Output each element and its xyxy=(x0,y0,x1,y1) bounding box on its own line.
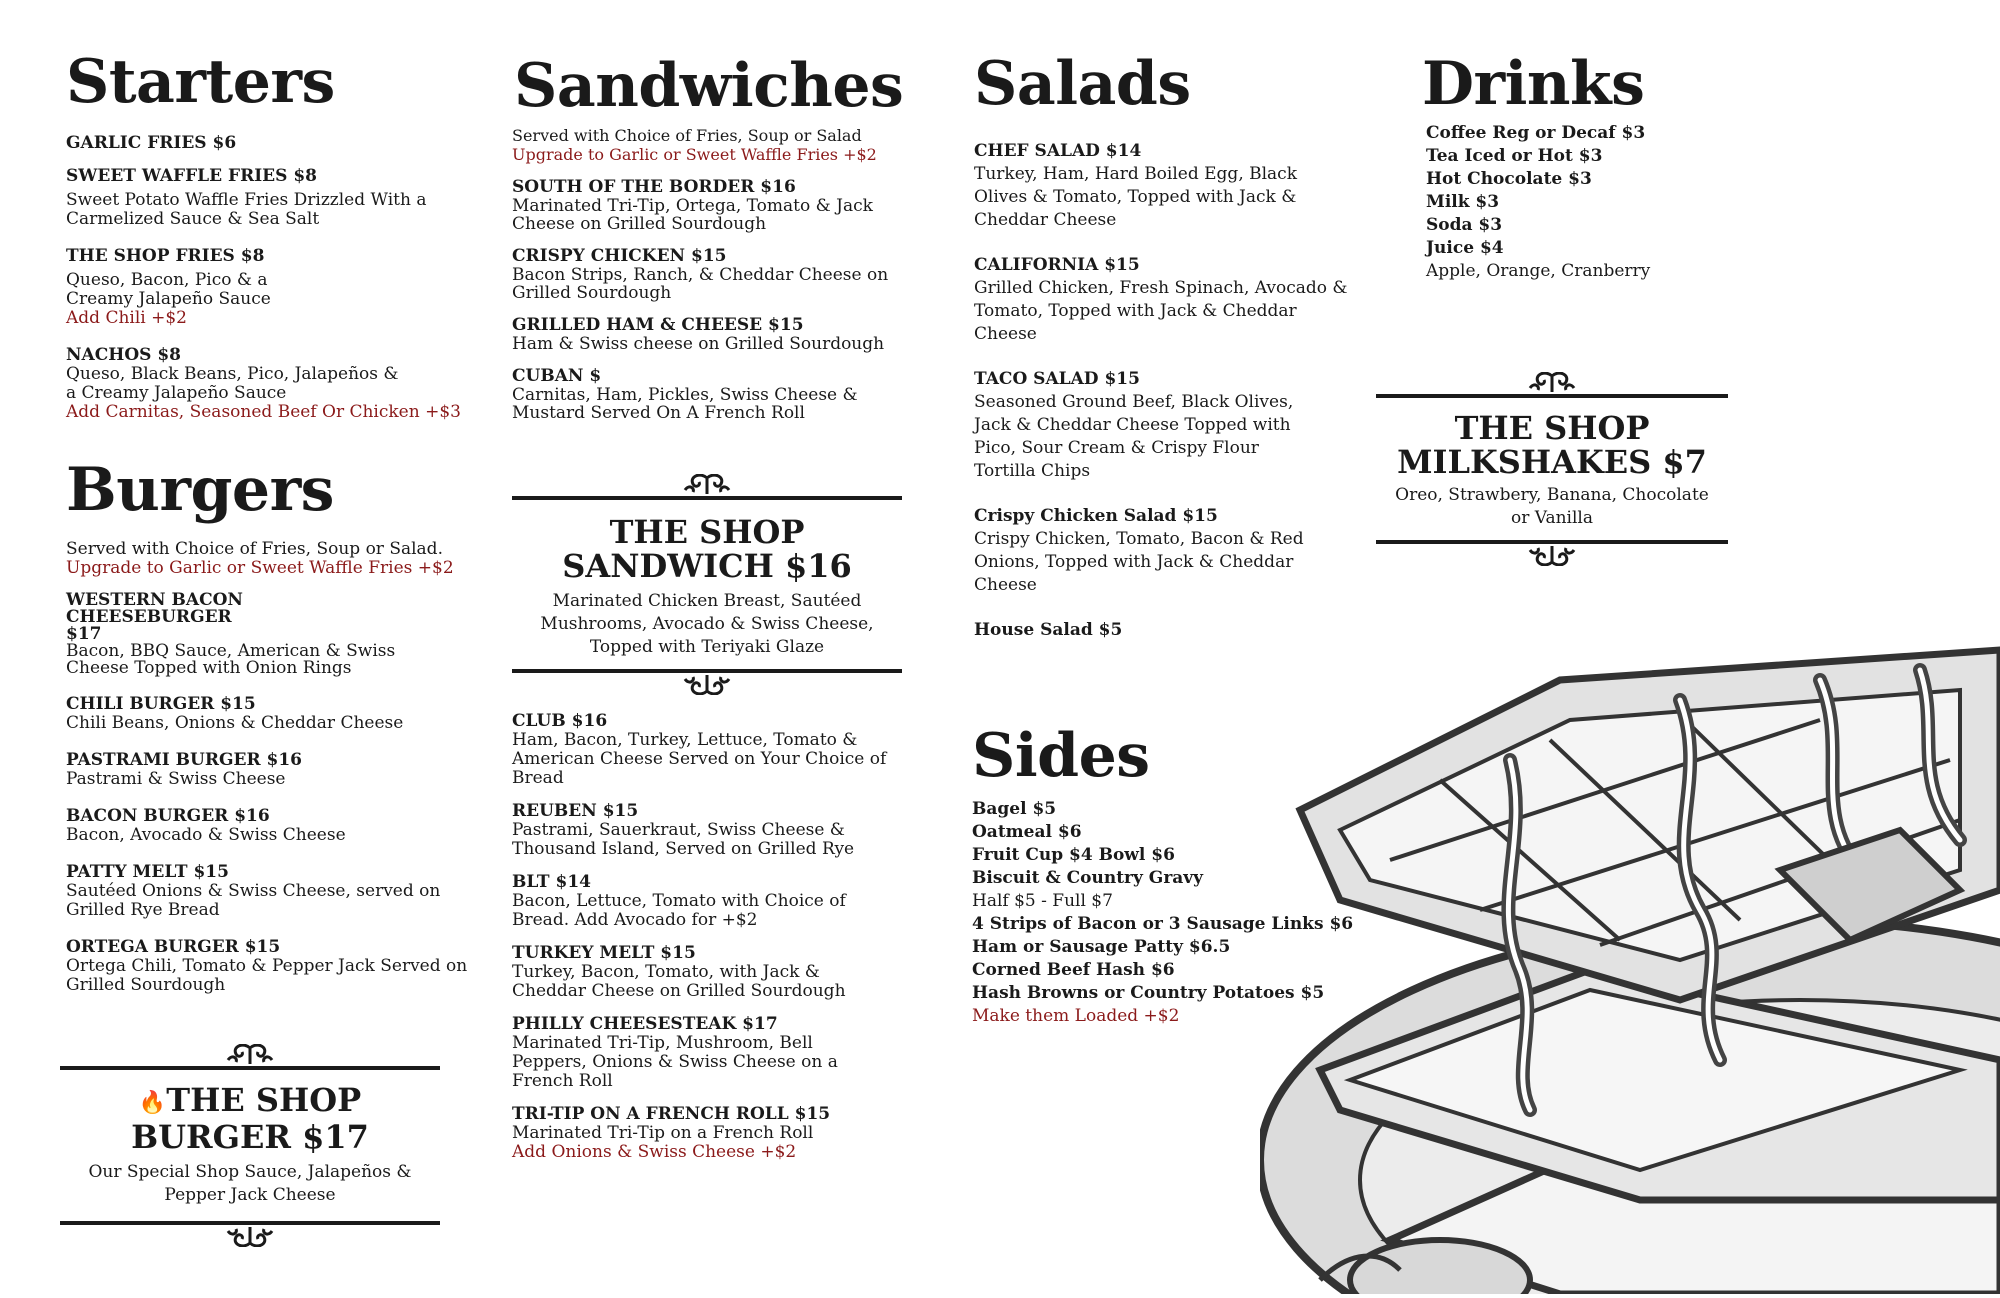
sandwiches-note: Served with Choice of Fries, Soup or Salad xyxy=(512,126,862,145)
item-description: Seasoned Ground Beef, Black Olives, Jack & Cheddar Cheese Topped with Pico, Sour Cream & Crispy Flour Tortilla Chips xyxy=(974,392,1294,481)
feature-title-line2: BURGER $17 xyxy=(131,1117,369,1156)
item-name: House Salad $5 xyxy=(974,620,1123,640)
list-item: Coffee Reg or Decaf $3 xyxy=(1426,123,1646,143)
item-name: CLUB $16 xyxy=(512,711,608,731)
item-name: CUBAN $ xyxy=(512,366,602,386)
list-item: Soda $3 xyxy=(1426,215,1503,235)
feature-description: Oreo, Strawbery, Banana, Chocolate or Vanilla xyxy=(1395,485,1709,528)
waffle-stack-illustration xyxy=(1260,640,2000,1294)
item-description: Sweet Potato Waffle Fries Drizzled With a Carmelized Sauce & Sea Salt xyxy=(66,190,427,229)
item-description: Marinated Tri-Tip, Mushroom, Bell Peppers, Onions & Swiss Cheese on a French Roll xyxy=(512,1033,838,1091)
list-item: Hot Chocolate $3 xyxy=(1426,169,1592,189)
item-name: THE SHOP FRIES $8 xyxy=(66,246,265,266)
list-item: Milk $3 xyxy=(1426,192,1500,212)
feature-description: Marinated Chicken Breast, Sautéed Mushrooms, Avocado & Swiss Cheese, Topped with Teriyaki Glaze xyxy=(540,591,874,657)
menu-item xyxy=(512,1015,922,1091)
item-addon: Add Chili +$2 xyxy=(66,308,187,328)
item-description: Turkey, Ham, Hard Boiled Egg, Black Olives & Tomato, Topped with Jack & Cheddar Cheese xyxy=(974,164,1298,230)
item-description: Chili Beans, Onions & Cheddar Cheese xyxy=(66,713,404,733)
menu-item xyxy=(512,712,922,788)
feature-title-line1: THE SHOP xyxy=(609,513,805,551)
item-description: Crispy Chicken, Tomato, Bacon & Red Onions, Topped with Jack & Cheddar Cheese xyxy=(974,529,1304,595)
item-description: Bacon Strips, Ranch, & Cheddar Cheese on Grilled Sourdough xyxy=(512,265,889,303)
flame-icon: 🔥 xyxy=(138,1089,167,1116)
menu-item xyxy=(66,167,466,229)
list-item: Ham or Sausage Patty $6.5 xyxy=(972,937,1231,957)
item-name: CHILI BURGER $15 xyxy=(66,694,256,714)
item-name: PHILLY CHEESESTEAK $17 xyxy=(512,1014,778,1034)
menu-item xyxy=(66,247,466,328)
scroll-ornament-icon xyxy=(512,474,902,496)
item-description: Sautéed Onions & Swiss Cheese, served on Grilled Rye Bread xyxy=(66,881,441,920)
menu-item xyxy=(66,751,476,789)
burgers-heading: Burgers xyxy=(66,455,334,525)
item-name: BLT $14 xyxy=(512,872,591,892)
menu-item xyxy=(512,1105,922,1162)
drinks-heading: Drinks xyxy=(1422,49,1645,119)
item-description: Queso, Black Beans, Pico, Jalapeños & a Creamy Jalapeño Sauce xyxy=(66,364,399,403)
drinks-list xyxy=(1426,122,1766,283)
feature-title-line2: MILKSHAKES $7 xyxy=(1397,443,1707,481)
menu-item xyxy=(512,178,922,233)
item-description: Carnitas, Ham, Pickles, Swiss Cheese & Mustard Served On A French Roll xyxy=(512,385,858,423)
item-name: Crispy Chicken Salad $15 xyxy=(974,506,1218,526)
menu-item xyxy=(974,621,1354,640)
item-description: Queso, Bacon, Pico & a Creamy Jalapeño Sauce xyxy=(66,270,271,309)
salads-list xyxy=(974,142,1354,658)
item-name: SWEET WAFFLE FRIES $8 xyxy=(66,166,317,186)
menu-item xyxy=(974,370,1354,483)
item-name: WESTERN BACON CHEESEBURGER $17 xyxy=(66,590,243,644)
list-item: Oatmeal $6 xyxy=(972,822,1082,842)
item-name: CHEF SALAD $14 xyxy=(974,141,1142,161)
list-item: Fruit Cup $4 Bowl $6 xyxy=(972,845,1175,865)
scroll-ornament-icon xyxy=(1376,544,1728,566)
item-description: Marinated Tri-Tip, Ortega, Tomato & Jack Cheese on Grilled Sourdough xyxy=(512,196,873,234)
item-name: CALIFORNIA $15 xyxy=(974,255,1140,275)
list-item: Apple, Orange, Cranberry xyxy=(1426,261,1651,281)
item-description: Ham, Bacon, Turkey, Lettuce, Tomato & American Cheese Served on Your Choice of Bread xyxy=(512,730,887,788)
feature-title-line1: THE SHOP xyxy=(166,1081,362,1119)
item-name: TRI-TIP ON A FRENCH ROLL $15 xyxy=(512,1104,831,1124)
feature-shop-sandwich xyxy=(512,474,902,695)
item-description: Ham & Swiss cheese on Grilled Sourdough xyxy=(512,334,885,354)
item-description: Bacon, BBQ Sauce, American & Swiss Cheese Topped with Onion Rings xyxy=(66,641,396,678)
item-addon: Add Onions & Swiss Cheese +$2 xyxy=(512,1142,797,1162)
sandwiches-upgrade: Upgrade to Garlic or Sweet Waffle Fries +$2 xyxy=(512,145,877,164)
menu-item xyxy=(66,807,476,845)
item-name: CRISPY CHICKEN $15 xyxy=(512,246,727,266)
feature-description: Our Special Shop Sauce, Jalapeños & Pepper Jack Cheese xyxy=(88,1161,412,1205)
item-name: BACON BURGER $16 xyxy=(66,806,270,826)
menu-item xyxy=(66,346,466,422)
menu-item xyxy=(512,367,922,422)
starters-heading: Starters xyxy=(66,47,335,117)
list-item: Corned Beef Hash $6 xyxy=(972,960,1175,980)
menu-item xyxy=(66,695,476,733)
divider xyxy=(60,1066,440,1070)
item-name: GRILLED HAM & CHEESE $15 xyxy=(512,315,804,335)
list-item: Biscuit & Country Gravy xyxy=(972,868,1204,888)
sandwiches-heading: Sandwiches xyxy=(514,51,904,121)
salads-heading: Salads xyxy=(974,49,1191,119)
menu-item xyxy=(512,316,922,353)
item-description: Marinated Tri-Tip on a French Roll xyxy=(512,1123,814,1143)
item-name: TURKEY MELT $15 xyxy=(512,943,696,963)
sides-heading: Sides xyxy=(972,721,1150,791)
menu-item xyxy=(512,802,922,859)
scroll-ornament-icon xyxy=(1376,372,1728,394)
item-description: Pastrami & Swiss Cheese xyxy=(66,769,286,789)
list-item: Half $5 - Full $7 xyxy=(972,891,1113,911)
item-name: REUBEN $15 xyxy=(512,801,639,821)
burgers-upgrade: Upgrade to Garlic or Sweet Waffle Fries +$2 xyxy=(66,558,454,578)
menu-item xyxy=(66,938,476,995)
scroll-ornament-icon xyxy=(60,1044,440,1066)
menu-item xyxy=(66,592,476,677)
menu-item xyxy=(974,256,1354,346)
list-item: Make them Loaded +$2 xyxy=(972,1006,1180,1026)
item-name: NACHOS $8 xyxy=(66,345,181,365)
item-description: Grilled Chicken, Fresh Spinach, Avocado & Tomato, Topped with Jack & Cheddar Cheese xyxy=(974,278,1348,344)
menu-item xyxy=(66,863,476,920)
feature-shop-milkshakes xyxy=(1376,372,1728,566)
feature-title-line2: SANDWICH $16 xyxy=(562,547,852,585)
divider xyxy=(512,496,902,500)
menu-item xyxy=(512,247,922,302)
item-description: Pastrami, Sauerkraut, Swiss Cheese & Thousand Island, Served on Grilled Rye xyxy=(512,820,855,859)
menu-item xyxy=(512,944,922,1001)
item-description: Bacon, Lettuce, Tomato with Choice of Bread. Add Avocado for +$2 xyxy=(512,891,846,930)
sandwiches-list-top xyxy=(512,126,922,436)
list-item: 4 Strips of Bacon or 3 Sausage Links $6 xyxy=(972,914,1354,934)
menu-item xyxy=(66,134,466,153)
menu-item xyxy=(974,507,1354,597)
menu-item xyxy=(974,142,1354,232)
item-name: PASTRAMI BURGER $16 xyxy=(66,750,302,770)
list-item: Tea Iced or Hot $3 xyxy=(1426,146,1603,166)
feature-shop-burger xyxy=(60,1044,440,1247)
divider xyxy=(1376,394,1728,398)
item-name: TACO SALAD $15 xyxy=(974,369,1140,389)
item-addon: Add Carnitas, Seasoned Beef Or Chicken +$3 xyxy=(66,402,461,422)
sandwiches-list-bottom xyxy=(512,712,922,1180)
scroll-ornament-icon xyxy=(512,673,902,695)
item-description: Bacon, Avocado & Swiss Cheese xyxy=(66,825,346,845)
list-item: Bagel $5 xyxy=(972,799,1057,819)
menu-item xyxy=(512,873,922,930)
item-description: Turkey, Bacon, Tomato, with Jack & Cheddar Cheese on Grilled Sourdough xyxy=(512,962,846,1001)
list-item: Juice $4 xyxy=(1426,238,1504,258)
scroll-ornament-icon xyxy=(60,1225,440,1247)
item-name: PATTY MELT $15 xyxy=(66,862,229,882)
item-name: ORTEGA BURGER $15 xyxy=(66,937,281,957)
list-item: Hash Browns or Country Potatoes $5 xyxy=(972,983,1325,1003)
item-name: GARLIC FRIES $6 xyxy=(66,133,237,153)
burgers-note: Served with Choice of Fries, Soup or Salad. xyxy=(66,539,443,559)
item-name: SOUTH OF THE BORDER $16 xyxy=(512,177,796,197)
starters-list xyxy=(66,134,466,440)
item-description: Ortega Chili, Tomato & Pepper Jack Served on Grilled Sourdough xyxy=(66,956,468,995)
burgers-list xyxy=(66,540,476,1013)
feature-title xyxy=(60,1081,440,1119)
feature-title-line1: THE SHOP xyxy=(1454,409,1650,447)
